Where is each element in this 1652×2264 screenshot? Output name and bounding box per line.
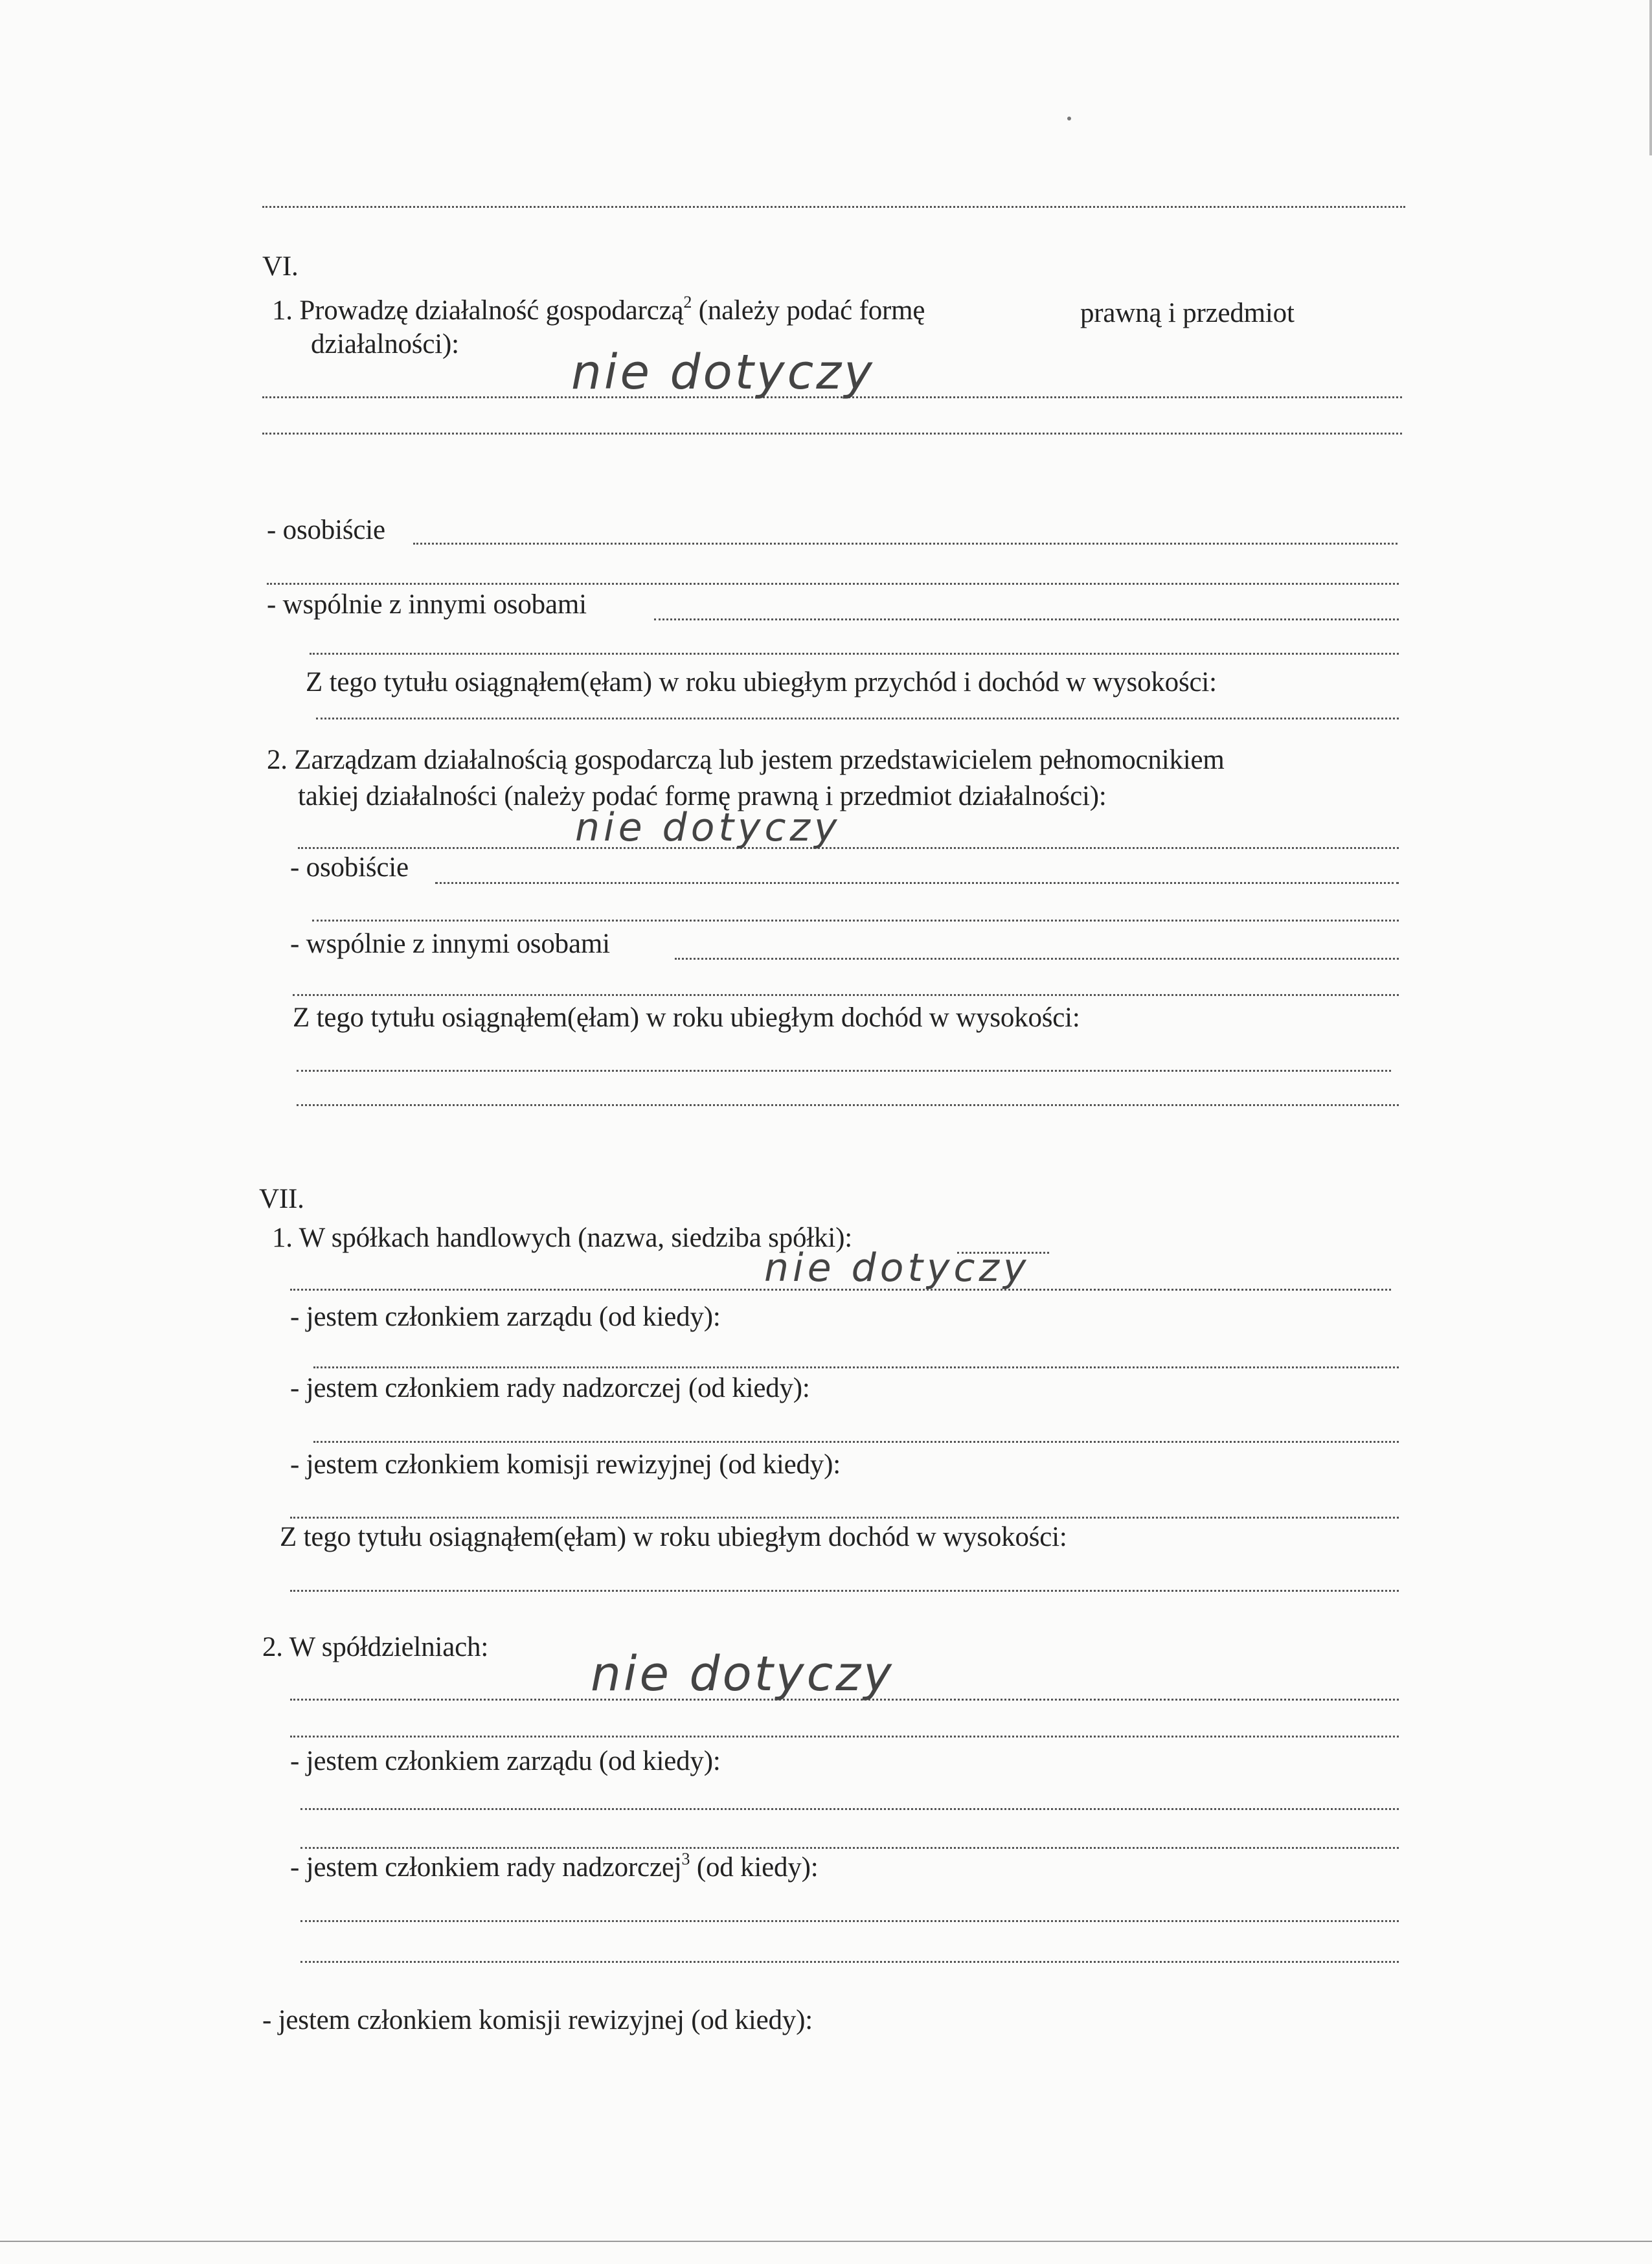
answer-line [290, 1736, 1399, 1738]
answer-line [290, 1590, 1399, 1592]
label-zarzad: - jestem członkiem zarządu (od kiedy): [290, 1302, 721, 1332]
label-osobiscie-text: - osobiście [267, 515, 385, 545]
question-6-1-text: 1. Prowadzę działalność gospodarczą [272, 295, 684, 326]
scan-edge [1649, 0, 1652, 155]
answer-line [300, 1847, 1399, 1849]
income-label-7-1: Z tego tytułu osiągnąłem(ęłam) w roku ubiegłym dochód w wysokości: [280, 1522, 1067, 1552]
section-heading-vii: VII. [259, 1184, 304, 1214]
label-rada-2-text: - jestem członkiem rady nadzorczej [290, 1852, 682, 1883]
income-label-6-1: Z tego tytułu osiągnąłem(ęłam) w roku ubiegłym przychód i dochód w wysokości: [306, 667, 1217, 697]
handwritten-answer-7-1: nie dotyczy [764, 1245, 1030, 1291]
answer-line [313, 1441, 1399, 1443]
label-rada-2 [290, 1850, 819, 1883]
answer-line [300, 1961, 1399, 1963]
answer-line [298, 847, 1399, 849]
question-6-2: 2. Zarządzam działalnością gospodarczą lub jestem przedstawicielem pełnomocnikiem [267, 745, 1225, 775]
answer-line [316, 718, 1399, 719]
label-komisja-2: - jestem członkiem komisji rewizyjnej (od kiedy): [262, 2005, 813, 2035]
answer-line [310, 653, 1399, 655]
answer-line [293, 994, 1399, 996]
label-osobiscie [267, 516, 385, 544]
answer-line [413, 543, 1397, 545]
handwritten-answer-6-1: nie dotyczy [571, 345, 875, 400]
label-rada-2-text-b: (od kiedy): [690, 1852, 819, 1883]
answer-line [262, 433, 1402, 435]
handwritten-answer-6-2: nie dotyczy [575, 805, 841, 850]
income-label-6-2: Z tego tytułu osiągnąłem(ęłam) w roku ubiegłym dochód w wysokości: [293, 1002, 1080, 1033]
answer-line [435, 882, 1399, 884]
label-wspolnie: - wspólnie z innymi osobami [267, 589, 587, 620]
answer-line [300, 1808, 1399, 1810]
answer-line [675, 958, 1399, 960]
question-6-1-text-c: prawną i przedmiot [1080, 298, 1295, 328]
question-6-2-text-b: takiej działalności (należy podać formę prawną i przedmiot działalności): [298, 781, 1107, 811]
section-heading-vi: VI. [262, 251, 299, 282]
label-wspolnie-2: - wspólnie z innymi osobami [290, 929, 610, 959]
answer-line [267, 583, 1399, 585]
question-7-1: 1. W spółkach handlowych (nazwa, siedziba spółki): [272, 1223, 852, 1253]
answer-line [654, 618, 1399, 620]
footnote-ref-2: 2 [683, 293, 692, 311]
question-6-1-text-d: działalności): [311, 329, 459, 359]
label-rada: - jestem członkiem rady nadzorczej (od kiedy): [290, 1373, 810, 1403]
label-osobiscie-2: - osobiście [290, 852, 409, 883]
handwritten-answer-7-2: nie dotyczy [591, 1646, 894, 1702]
bottom-rule [0, 2241, 1652, 2242]
answer-line [290, 1517, 1399, 1519]
label-zarzad-2: - jestem członkiem zarządu (od kiedy): [290, 1746, 721, 1776]
answer-line [312, 920, 1399, 922]
answer-line [300, 1920, 1399, 1922]
label-komisja: - jestem członkiem komisji rewizyjnej (od kiedy): [290, 1449, 841, 1480]
scan-speck [1067, 117, 1071, 120]
question-6-1-text-b: (należy podać formę [692, 295, 925, 326]
question-6-1 [272, 293, 925, 326]
footnote-ref-3: 3 [681, 1850, 690, 1868]
dotted-line [262, 206, 1405, 208]
answer-line [297, 1070, 1391, 1072]
question-7-2: 2. W spółdzielniach: [262, 1632, 489, 1662]
answer-line [297, 1104, 1399, 1106]
answer-line [313, 1366, 1399, 1368]
